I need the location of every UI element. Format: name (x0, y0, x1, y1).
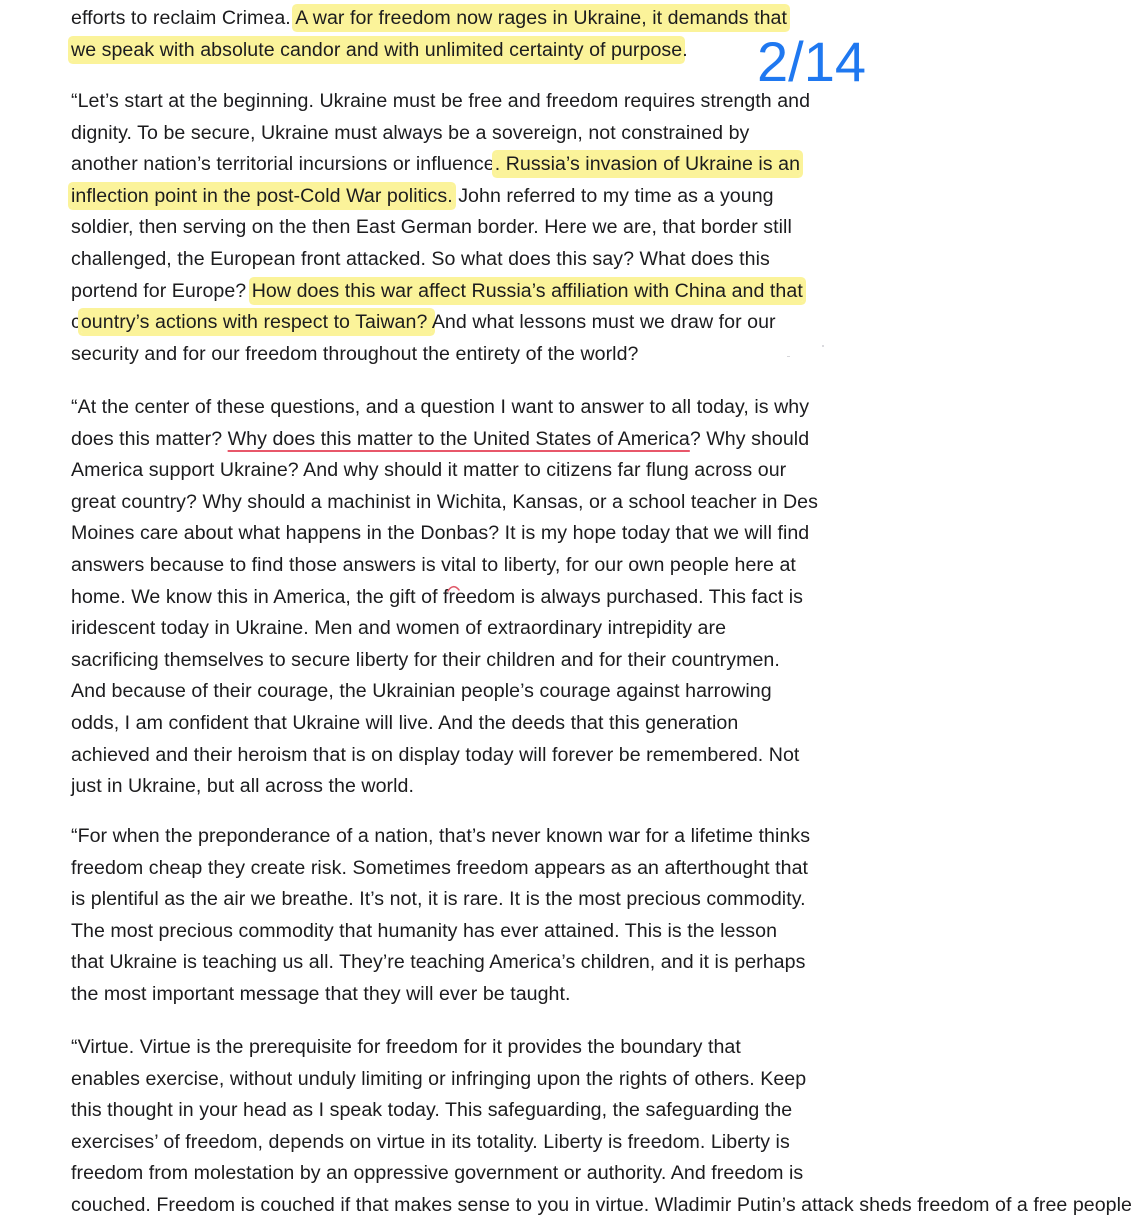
text-line (71, 455, 841, 487)
text-line (71, 244, 841, 276)
text-run: “For when the preponderance of a nation, that’s never known war for a lifetime thinks (71, 825, 811, 847)
text-run: c (71, 311, 81, 334)
text-run: The most precious commodity that humanity has ever attained. This is the lesson (71, 919, 778, 942)
text-run: answers because to find those answers is vital to liberty, for our own people here at (71, 553, 796, 576)
text-line (71, 708, 841, 740)
text-run: soldier, then serving on the then East German border. Here we are, that border still (71, 216, 792, 239)
text-line (71, 1064, 841, 1096)
text-line (71, 853, 841, 885)
text-line (71, 518, 841, 550)
text-run: dignity. To be secure, Ukraine must always be a sovereign, not constrained by (71, 121, 750, 144)
text-run: portend for Europe? (71, 279, 252, 302)
highlighted-text: How does this war affect Russia’s affiliation with China and that (251, 279, 803, 302)
text-line (71, 582, 841, 614)
text-line (71, 1095, 841, 1127)
highlighted-text: we speak with absolute candor and with unlimited certainty of purpose (71, 38, 683, 61)
paragraph-2 (71, 86, 841, 370)
text-line (71, 35, 841, 67)
text-run: . (682, 38, 688, 61)
highlighted-text: inflection point in the post-Cold War politics. (71, 184, 453, 207)
text-run: enables exercise, without unduly limiting or infringing upon the rights of others. Keep (71, 1067, 807, 1090)
text-line (71, 149, 841, 181)
text-run: odds, I am confident that Ukraine will live. And the deeds that this generation (71, 711, 739, 734)
text-line (71, 424, 841, 456)
text-run: Moines care about what happens in the Donbas? It is my hope today that we will find (71, 522, 810, 545)
speck (787, 356, 790, 357)
text-run: couched. Freedom is couched if that makes sense to you in virtue. Wladimir Putin’s attack sheds freedom of a free people (71, 1193, 1132, 1216)
text-run: does this matter? (71, 427, 228, 450)
text-run: exercises’ of freedom, depends on virtue in its totality. Liberty is freedom. Liberty is (71, 1130, 790, 1153)
text-run: challenged, the European front attacked. So what does this say? What does this (71, 247, 770, 270)
text-run: sacrificing themselves to secure liberty for their children and for their countrymen. (71, 648, 780, 671)
text-line (71, 613, 841, 645)
text-line (71, 307, 841, 339)
text-run: John referred to my time as a young (452, 184, 774, 207)
text-line (71, 550, 841, 582)
text-line (71, 487, 841, 519)
text-line (71, 740, 841, 772)
text-run: “Let’s start at the beginning. Ukraine must be free and freedom requires strength and (71, 90, 811, 112)
text-line (71, 181, 841, 213)
text-line (71, 1190, 1132, 1222)
text-line (71, 947, 841, 979)
speck (822, 345, 824, 347)
text-run: the most important message that they will ever be taught. (71, 982, 571, 1005)
text-line (71, 884, 841, 916)
text-line (71, 276, 841, 308)
paragraph-4 (71, 821, 841, 1011)
text-run: great country? Why should a machinist in Wichita, Kansas, or a school teacher in Des (71, 490, 818, 513)
highlighted-text: ountry’s actions with respect to Taiwan? (80, 311, 432, 334)
text-run: freedom cheap they create risk. Sometimes freedom appears as an afterthought that (71, 856, 809, 879)
text-run: is plentiful as the air we breathe. It’s not, it is rare. It is the most precious commodity. (71, 888, 806, 911)
highlighted-text: A war for freedom now rages in Ukraine, it demands that (295, 7, 787, 29)
text-run: home. We know this in America, the gift of freedom is always purchased. This fact is (71, 585, 804, 608)
text-run: And what lessons must we draw for our (431, 311, 776, 334)
text-run: freedom from molestation by an oppressive government or authority. And freedom is (71, 1162, 804, 1185)
text-run: iridescent today in Ukraine. Men and women of extraordinary intrepidity are (71, 617, 727, 640)
text-line (71, 3, 841, 35)
text-run: another nation’s territorial incursions or influence (71, 153, 495, 176)
paragraph-3 (71, 392, 841, 803)
text-line (71, 771, 841, 803)
text-line (71, 979, 841, 1011)
text-line (71, 645, 841, 677)
highlighted-text: . Russia’s invasion of Ukraine is an (494, 153, 801, 176)
text-line (71, 821, 841, 853)
text-line (71, 1127, 841, 1159)
text-line (71, 86, 841, 118)
text-run: And because of their courage, the Ukrainian people’s courage against harrowing (71, 680, 772, 703)
text-run: achieved and their heroism that is on display today will forever be remembered. Not (71, 743, 800, 766)
text-run: efforts to reclaim Crimea. (71, 7, 296, 29)
paragraph-1 (71, 3, 841, 66)
text-run: America support Ukraine? And why should it matter to citizens far flung across our (71, 459, 787, 482)
underlined-text: Why does this matter to the United States of America (227, 427, 690, 450)
text-line (71, 1158, 841, 1190)
text-run: that Ukraine is teaching us all. They’re teaching America’s children, and it is perhaps (71, 951, 806, 974)
text-run: “At the center of these questions, and a question I want to answer to all today, is why (71, 396, 810, 418)
text-run: this thought in your head as I speak today. This safeguarding, the safeguarding the (71, 1099, 793, 1122)
text-line (71, 212, 841, 244)
text-run: ? Why should (689, 427, 810, 450)
text-run: “Virtue. Virtue is the prerequisite for freedom for it provides the boundary that (71, 1036, 741, 1058)
text-line (71, 1032, 841, 1064)
text-line (71, 392, 841, 424)
text-line (71, 118, 841, 150)
text-line (71, 916, 841, 948)
text-run: security and for our freedom throughout the entirety of the world? (71, 342, 639, 365)
paragraph-5 (71, 1032, 1132, 1222)
text-line (71, 339, 841, 371)
text-line (71, 676, 841, 708)
text-run: just in Ukraine, but all across the world. (71, 775, 414, 798)
page-counter: 2/14 (757, 30, 866, 93)
